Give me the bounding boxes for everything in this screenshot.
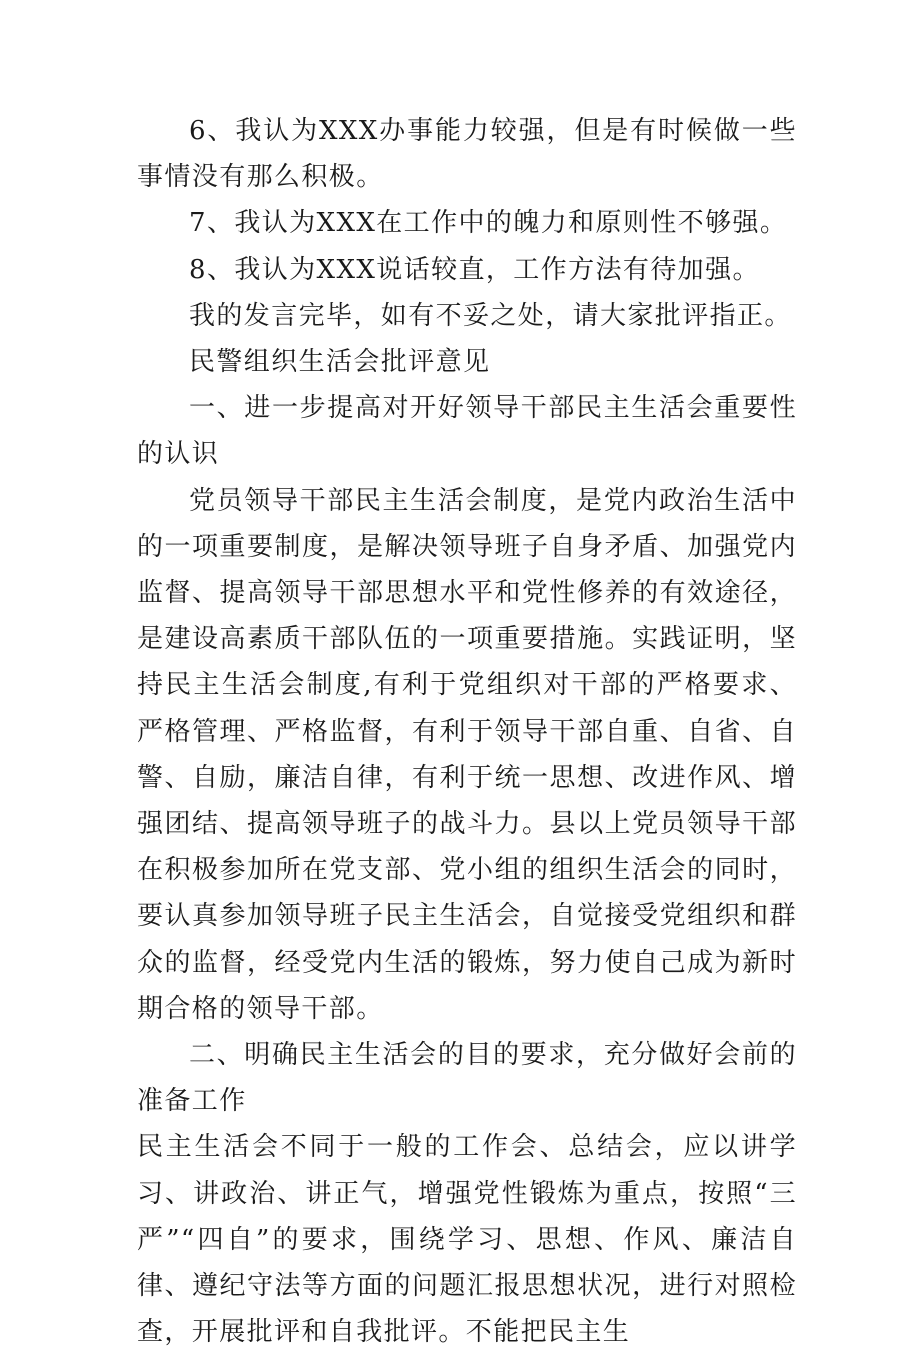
section-title: 民警组织生活会批评意见: [189, 347, 491, 378]
paragraph-item-7: 7、我认为XXX在工作中的魄力和原则性不够强。: [189, 208, 788, 239]
paragraph-item-8: 8、我认为XXX说话较直，工作方法有待加强。: [189, 254, 760, 285]
closing-remark: 我的发言完毕，如有不妥之处，请大家批评指正。: [189, 300, 792, 331]
paragraph-item-6: 6、我认为XXX办事能力较强，但是有时候做一些事情没有那么积极。: [137, 116, 797, 193]
body-paragraph: 民主生活会不同于一般的工作会、总结会，应以讲学习、讲政治、讲正气，增强党性锻炼为重点，按照“三严”“四自”的要求，围绕学习、思想、作风、廉洁自律、遵纪守法等方面的问题汇报思想状况，进行对照检查，开展批评和自我批评。不能把民主生: [137, 1132, 797, 1348]
document-body: [137, 108, 797, 1355]
heading-one: 一、进一步提高对开好领导干部民主生活会重要性的认识: [137, 393, 797, 470]
heading-two: 二、明确民主生活会的目的要求，充分做好会前的准备工作: [137, 1040, 797, 1117]
body-paragraph: 党员领导干部民主生活会制度，是党内政治生活中的一项重要制度，是解决领导班子自身矛盾、加强党内监督、提高领导干部思想水平和党性修养的有效途径，是建设高素质干部队伍的一项重要措施。实践证明，坚持民主生活会制度,有利于党组织对干部的严格要求、严格管理、严格监督，有利于领导干部自重、自省、自警、自励，廉洁自律，有利于统一思想、改进作风、增强团结、提高领导班子的战斗力。县以上党员领导干部在积极参加所在党支部、党小组的组织生活会的同时，要认真参加领导班子民主生活会，自觉接受党组织和群众的监督，经受党内生活的锻炼，努力使自己成为新时期合格的领导干部。: [137, 485, 797, 1024]
